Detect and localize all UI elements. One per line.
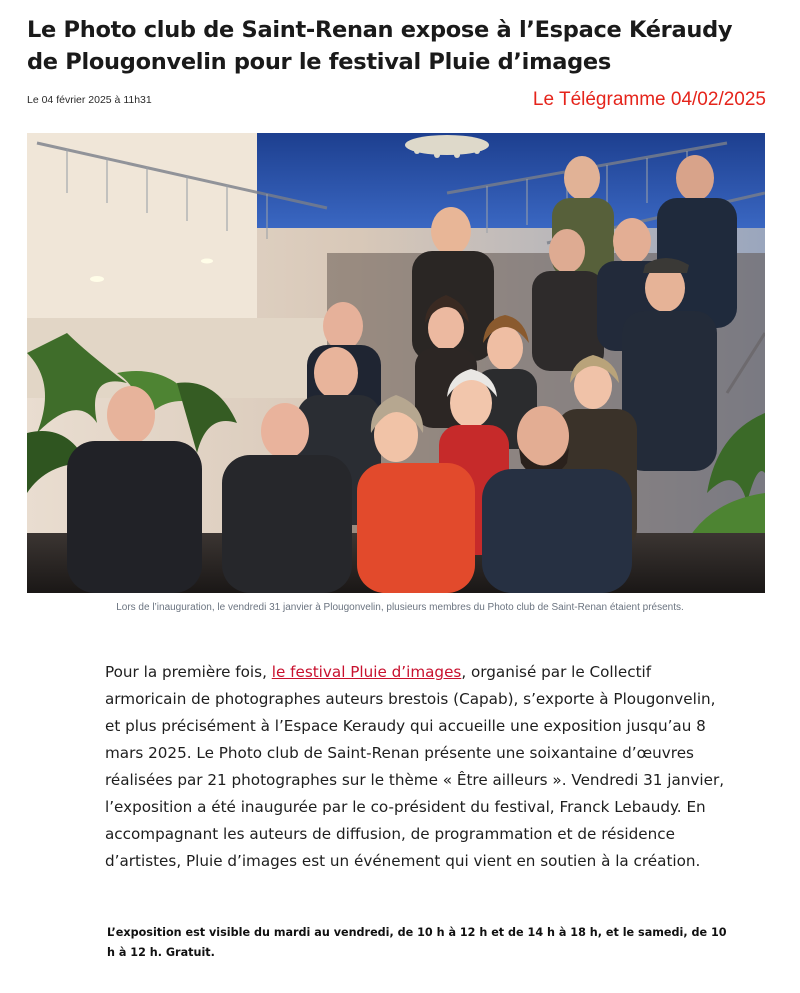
body-rest: , organisé par le Collectif armoricain de photographes auteurs brestois (Capab), s’exporte à Plougonvelin, et plus précisément à l’Espace Keraudy qui accueille une exposition jusqu’au 8 mars 2025. Le Photo club de Saint-Renan présente une soixantaine d’œuvres réalisées par 21 photographes sur le thème « Être ailleurs ». Vendredi 31 janvier, l’exposition a été inaugurée par le co-président du festival, Franck Lebaudy. En accompagnant les auteurs de diffusion, de programmation et de résidence d’artistes, Pluie d’images est un événement qui vient en soutien à la création. [105,663,725,870]
practical-info: L’exposition est visible du mardi au vendredi, de 10 h à 12 h et de 14 h à 18 h, et le samedi, de 10 h à 12 h. Gratuit. [107,926,727,959]
photo-caption: Lors de l’inauguration, le vendredi 31 janvier à Plougonvelin, plusieurs membres du Photo club de Saint-Renan étaient présents. [116,602,684,613]
publication-date: Le 04 février 2025 à 11h31 [27,94,152,106]
source-label: Le Télégramme 04/02/2025 [532,89,766,110]
article-body [105,659,730,875]
body-intro: Pour la première fois, [105,663,272,681]
festival-link[interactable]: le festival Pluie d’images [271,663,462,681]
article-photo[interactable] [27,133,765,593]
article-title: Le Photo club de Saint-Renan expose à l’Espace Kéraudy de Plougonvelin pour le festival Pluie d’images [27,17,733,75]
